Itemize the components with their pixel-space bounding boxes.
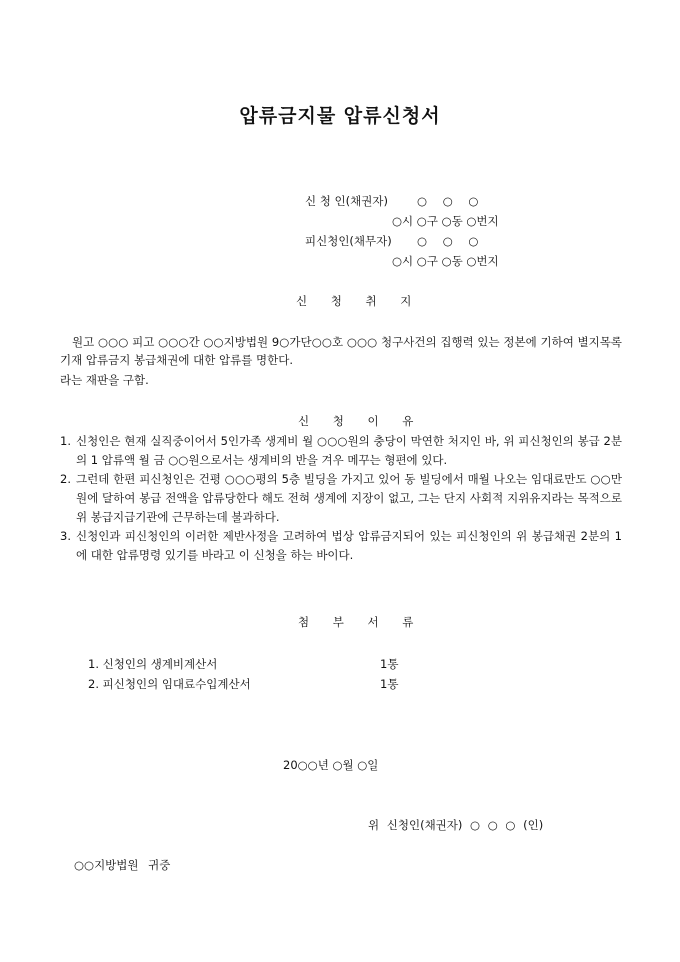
- reason-item: [60, 527, 622, 565]
- attachment-label: 2. 피신청인의 임대료수입계산서: [88, 677, 251, 691]
- attachment-count: 1통: [380, 677, 399, 691]
- court-addressee: ○○지방법원 귀중: [74, 858, 171, 872]
- applicant-address: ○시 ○구 ○동 ○번지: [392, 214, 499, 228]
- purpose-heading: 신 청 취 지: [296, 294, 422, 308]
- application-date: 20○○년 ○월 ○일: [283, 758, 379, 772]
- reason-number: 1.: [60, 434, 71, 448]
- reason-text: 그런데 한편 피신청인은 건평 ○○○평의 5층 빌딩을 가지고 있어 동 빌딩에서 매월 나오는 임대료만도 ○○만원에 달하여 봉급 전액을 압류당한다 해도 전혀 생계에 지장이 없고, 그는 단지 사회적 지위유지라는 목적으로 위 봉급지급기관에 근무하는데 불과하다.: [76, 472, 622, 524]
- reason-number: 2.: [60, 472, 71, 486]
- reason-text: 신청인과 피신청인의 이러한 제반사정을 고려하여 법상 압류금지되어 있는 피신청인의 위 봉급채권 2분의 1에 대한 압류명령 있기를 바라고 이 신청을 하는 바이다.: [76, 529, 622, 562]
- attachment-label: 1. 신청인의 생계비계산서: [88, 657, 218, 671]
- respondent-address: ○시 ○구 ○동 ○번지: [392, 254, 499, 268]
- reason-number: 3.: [60, 529, 71, 543]
- document-title: 압류금지물 압류신청서: [239, 105, 441, 127]
- reason-item: [60, 432, 622, 470]
- applicant-label: 신 청 인(채권자): [305, 194, 388, 208]
- respondent-label: 피신청인(채무자): [305, 234, 392, 248]
- reason-item: [60, 470, 622, 527]
- purpose-text: 원고 ○○○ 피고 ○○○간 ○○지방법원 9○가단○○호 ○○○ 청구사건의 집행력 있는 정본에 기하여 별지목록 기재 압류금지 봉급채권에 대한 압류를 명한다.: [60, 335, 622, 367]
- applicant-name: ○ ○ ○: [417, 194, 479, 208]
- purpose-closing: 라는 재판을 구함.: [60, 373, 149, 387]
- signature-line: 위 신청인(채권자) ○ ○ ○ (인): [368, 818, 544, 832]
- reasons-list: [60, 432, 622, 565]
- attachments-heading: 첨 부 서 류: [298, 615, 424, 629]
- reasons-heading: 신 청 이 유: [298, 414, 424, 428]
- reason-text: 신청인은 현재 실직중이어서 5인가족 생계비 월 ○○○원의 충당이 막연한 처지인 바, 위 피신청인의 봉급 2분의 1 압류액 월 금 ○○원으로서는 생계비의 반을 겨우 메꾸는 형편에 있다.: [76, 434, 622, 467]
- respondent-name: ○ ○ ○: [417, 234, 479, 248]
- attachment-count: 1통: [380, 657, 399, 671]
